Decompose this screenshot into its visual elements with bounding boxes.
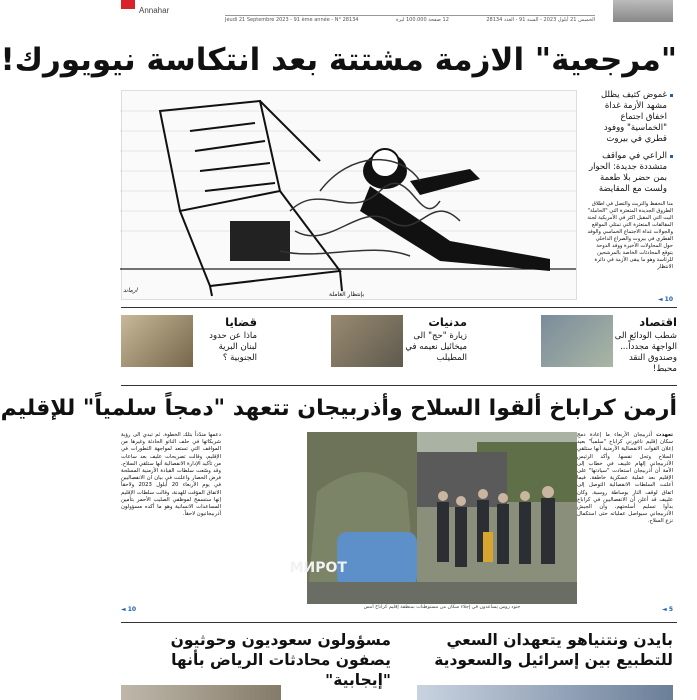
- teaser-economy[interactable]: [541, 313, 677, 379]
- teaser-economy-text: شطب الودائع الى الواجهة مجدداً... وصندوق النقد محبط!: [614, 331, 677, 374]
- news-photo-drawing: [289, 432, 577, 604]
- second-headline[interactable]: أرمن كراباخ ألقوا السلاح وأذربيجان تتعهد "دمجاً سلمياً" للإقليم: [0, 396, 677, 421]
- cartoon-drawing: [120, 91, 576, 301]
- dateline-arabic: الخميس 21 أيلول 2023 - السنة 91 - العدد 28134: [486, 17, 595, 23]
- article-page-ref-right[interactable]: 5 ◄: [662, 606, 673, 613]
- article-left-text: دعمها مندّداً بتلك الخطوة. ثم تبدي الى رؤية شريكاتها في حلف الناتو الحادثة وغيرها من المواقف التي تستعد لمواجهة التطورات في الإقليم، وقالت تصريحات عليف بعد ساعات من تأكيد الإدارة الانفصالية أنها ستلقي السلاح، وقد وسّعت سلطات القيادة الأرمنية المسلحة فرض الحصار واعلنت في بيان ان الانفصاليين في يوم الأربعاء 20 أيلول 2023 ولاحقاً الاتفاق المؤقت للهدنة، وقالت سلطات الإقليم إنها ستسمح لموظفي الصليب الأحمر بتأمين المساعدات الانسانية وهو ما أكده مسؤولون أذربيجانيون لاحقاً.: [121, 432, 221, 518]
- photo-caption: جنود روس يساعدون في إجلاء سكان من مستوطنات بمنطقة إقليم كراباخ أمس: [363, 605, 521, 610]
- side-page-ref[interactable]: 10 ◄: [657, 296, 673, 303]
- bottom-headline-left[interactable]: مسؤولون سعوديون وحوثيون يصفون محادثات الرياض بأنها "إيجابية": [170, 631, 391, 689]
- bottom-headline-right[interactable]: بايدن ونتنياهو يتعهدان السعي للتطبيع بين إسرائيل والسعودية: [434, 631, 673, 669]
- teaser-issues-text: ماذا عن حدود لبنان البرية الجنوبية ؟: [209, 331, 257, 363]
- dateline-french: Jeudi 21 Septembre 2023 - 91 ème année - N° 28134: [225, 17, 359, 23]
- editorial-cartoon: [121, 90, 577, 300]
- teaser-issues-title: قضايا: [225, 315, 257, 329]
- side-bullet-1[interactable]: غموض كثيف يظلل مشهد الأزمة غداة اخفاق اجتماع "الخماسية" ووفود قطري في بيروت: [587, 90, 673, 145]
- patch-label: МИРОТ: [289, 560, 347, 576]
- main-headline[interactable]: "مرجعية" الازمة مشتتة بعد انتكاسة نيويورك!: [0, 42, 677, 78]
- brand-logo[interactable]: [121, 0, 135, 9]
- teaser-civics-title: مدنيات: [428, 315, 467, 329]
- teaser-civics[interactable]: [331, 313, 467, 379]
- article-page-ref-left[interactable]: 10 ◄: [121, 606, 137, 613]
- brand-name[interactable]: Annahar: [139, 6, 170, 15]
- article-column-left: [121, 432, 221, 518]
- bottom-photo-right: [417, 685, 673, 700]
- side-bullet-2[interactable]: الراعي في مواقف متشددة جديدة: الحوار بمن حضر بلا طعمة ولست مع المقايضة: [587, 151, 673, 195]
- divider-2: [121, 385, 677, 386]
- side-column: [587, 90, 673, 271]
- dateline: [225, 15, 595, 23]
- side-body-text: منا النحفظ والتريث والتصل في اطلاق الطروق الجديدة المتعثرة التي "الحاملة" اليت التي المقبل اكثر في الأمريكية لجنة المقالقات المتعثرة التي تمثلي المواقع والجولات غداة الاجتماع الخماسي والوفد القطري في بيروت والصراع الداخلي حول المحاولات الأخيرة ووفد الدوحة يتوقع المحادثات الخاصة بالمرشحين للرئاسة وهو ما يبقى الأزمة في دائرة الانتظار: [587, 201, 673, 270]
- article-column-right: [577, 432, 673, 526]
- cartoon-caption: بإنتظار العاملة: [329, 291, 365, 298]
- bottom-photo-left: [121, 685, 281, 700]
- divider-1: [121, 307, 677, 308]
- price: 12 صفحة 100.000 ليرة: [395, 17, 449, 23]
- teaser-row: [121, 313, 677, 379]
- teaser-issues-photo: [121, 315, 193, 367]
- teaser-civics-text: زيارة "حج" الى ميخائيل نعيمه في المطيلب: [405, 331, 467, 363]
- masthead-strip: [97, 0, 697, 24]
- news-photo: [289, 432, 577, 604]
- teaser-economy-photo: [541, 315, 613, 367]
- cartoon-signature: ارماند: [123, 287, 138, 294]
- teaser-issues[interactable]: [121, 313, 257, 379]
- top-photo: [613, 0, 673, 22]
- article-lead-word: تعهدت: [656, 432, 674, 438]
- teaser-civics-photo: [331, 315, 403, 367]
- teaser-economy-title: اقتصاد: [639, 315, 677, 329]
- article-right-text: أذربيجان الأربعاء ما إعادة دمج سكان إقليم ناغورني كراباخ "سلمياً" بعيد إعلان القوات الانفصالية الأرمنية أنها ستلقي السلاح وتحل نفسها. وأكد الرئيس الأذربيجاني إلهام علييف في خطاب إلى الأمة أن أذربيجان استعادت "سيادتها" على الإقليم بعد عملية عسكرية خاطفة، فيما أعلنت السلطات الانفصالية التوصل إلى اتفاق لوقف النار بوساطة روسية. وكان علييف قد أعلن أن الانفصاليين في كراباخ بدأوا تسليم أسلحتهم، وأن الجيش الأذربيجاني سيواصل عملياته حتى استكمال نزع السلاح.: [577, 432, 673, 525]
- divider-3: [121, 622, 677, 623]
